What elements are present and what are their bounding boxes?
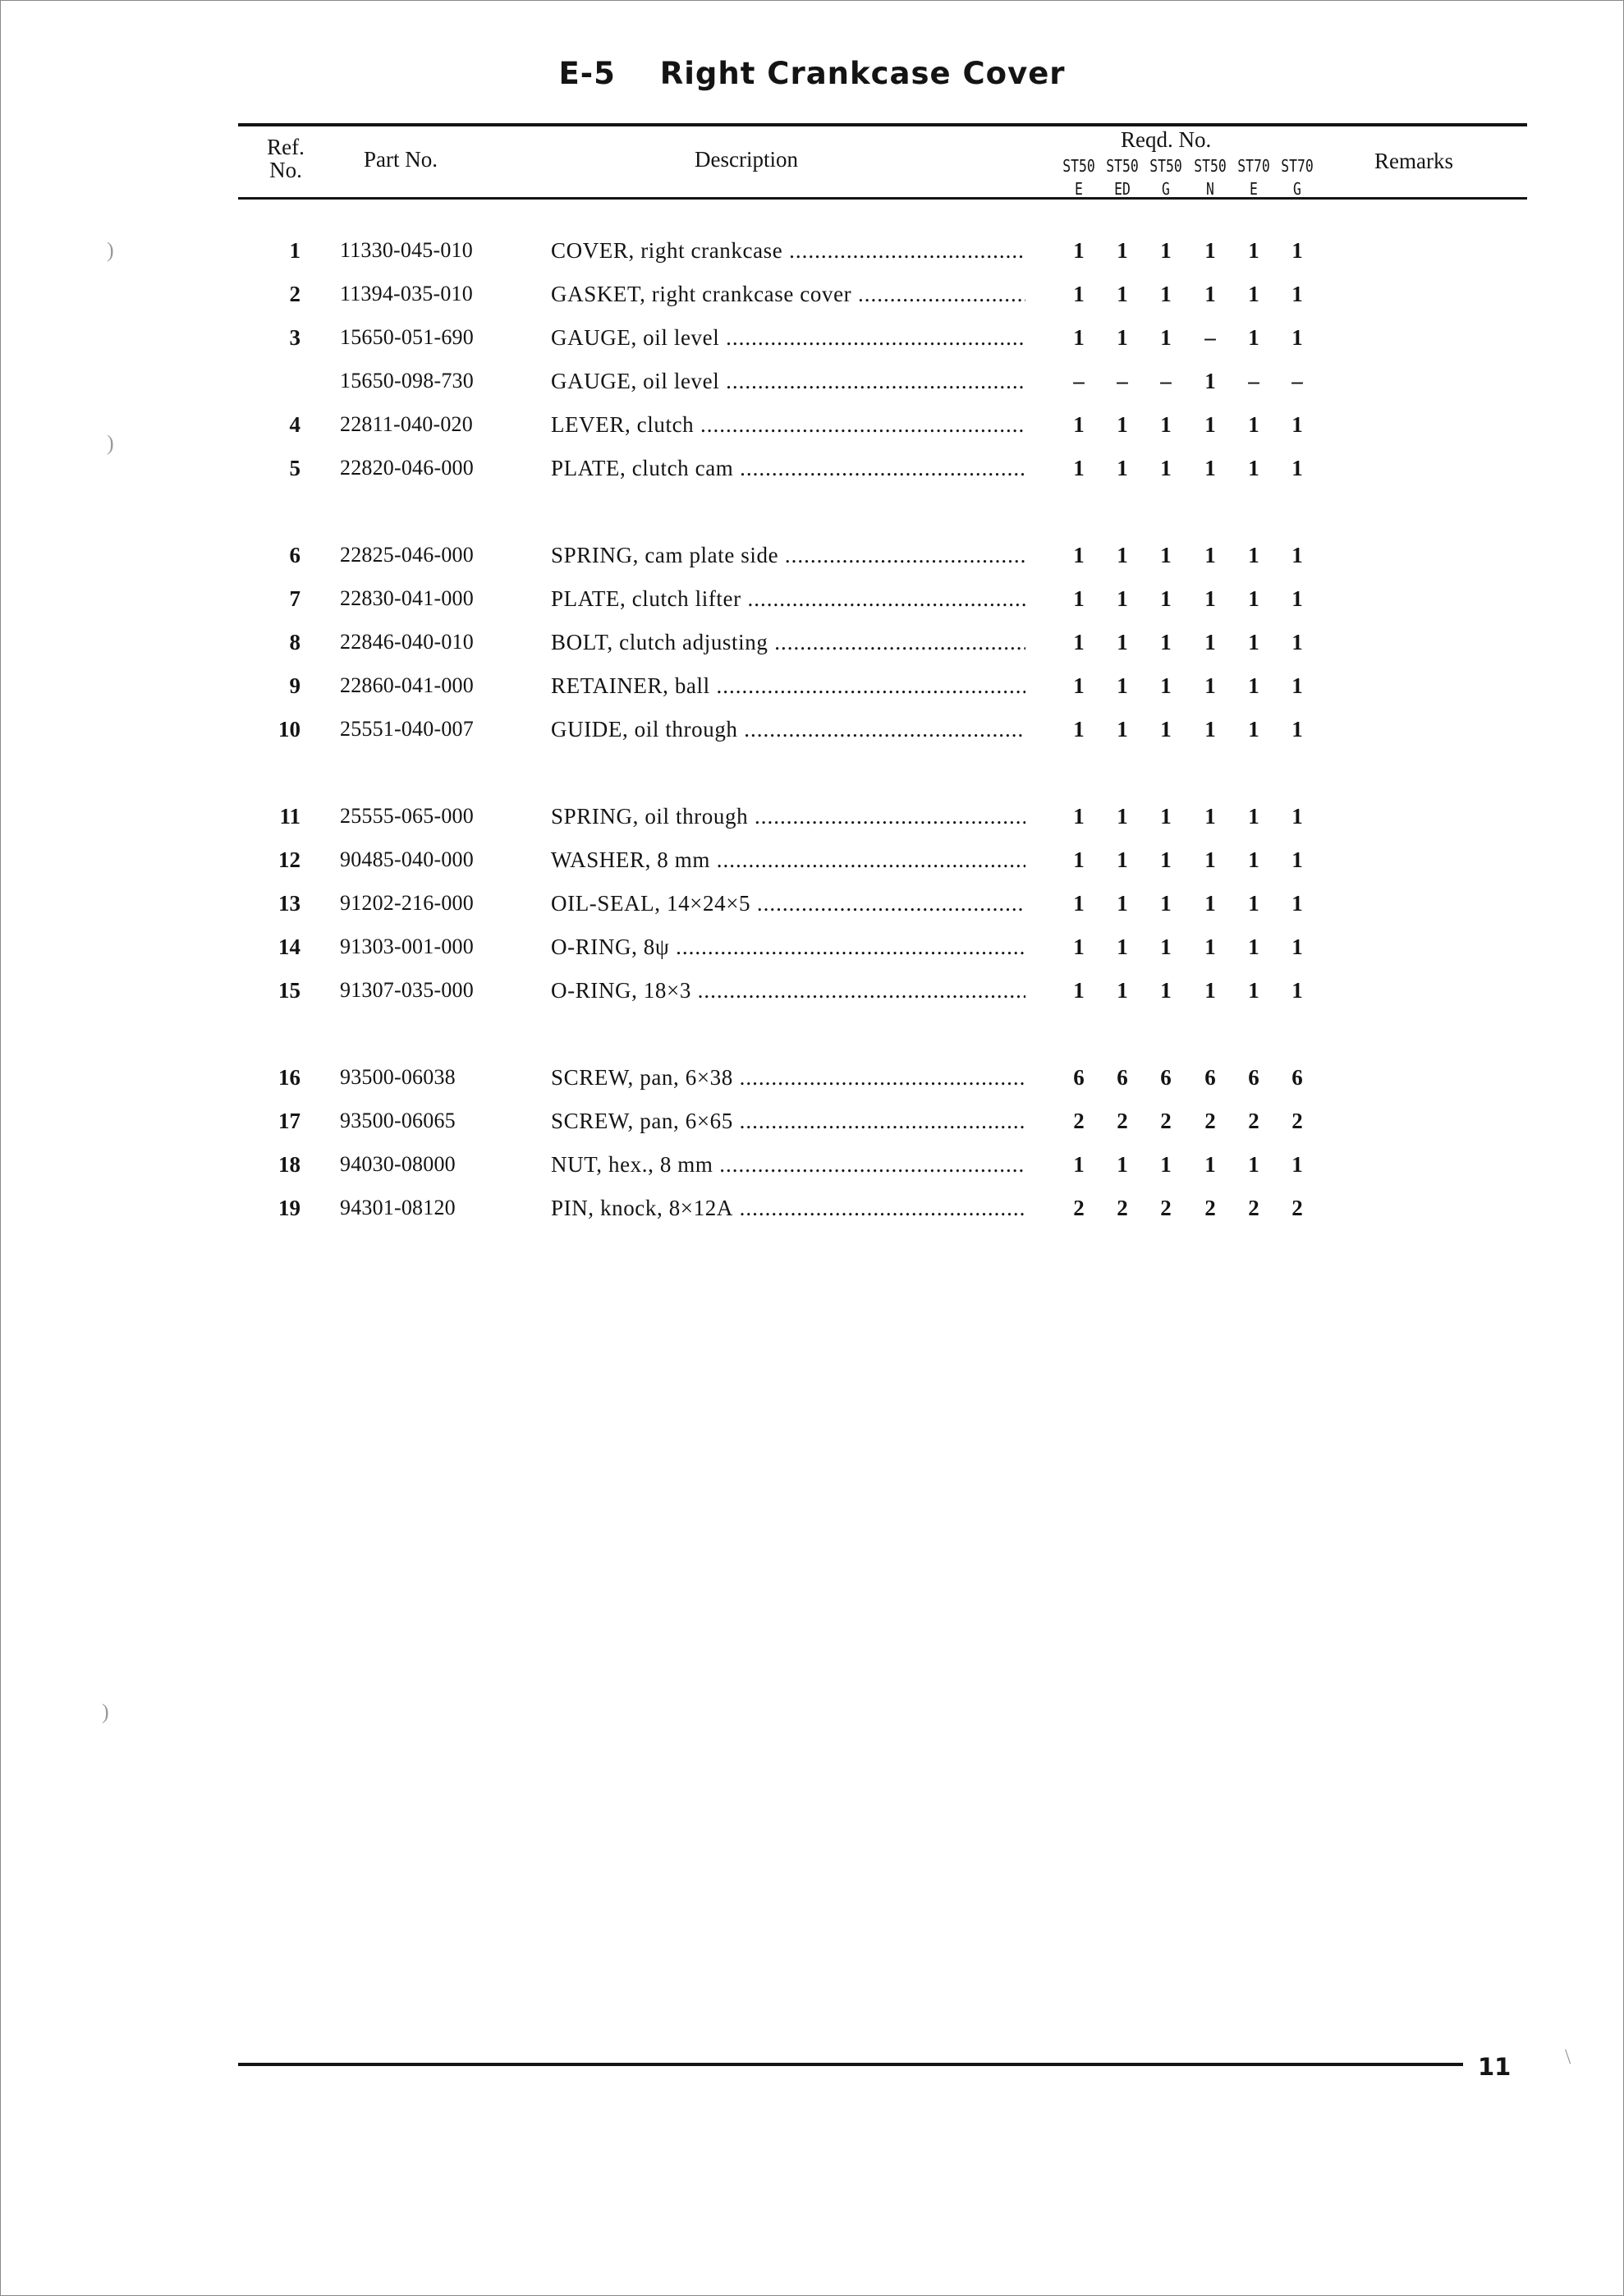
table-row <box>0 408 1624 441</box>
quantity: 1 <box>1204 238 1216 263</box>
quantity: 1 <box>1073 586 1085 611</box>
quantity: 1 <box>1117 717 1128 742</box>
quantity: 1 <box>1073 673 1085 698</box>
table-row <box>0 321 1624 354</box>
quantity: 1 <box>1117 804 1128 829</box>
quantity: 1 <box>1291 847 1303 872</box>
description: GUIDE, oil through ..... <box>551 713 1025 746</box>
part-no: 22820-046-000 <box>340 456 474 480</box>
quantity: 6 <box>1248 1065 1259 1090</box>
quantity: 1 <box>1204 978 1216 1003</box>
quantity: 1 <box>1073 1152 1085 1177</box>
table-row <box>0 234 1624 267</box>
quantity: 1 <box>1291 978 1303 1003</box>
quantity: 1 <box>1117 543 1128 567</box>
description: O-RING, 8ψ ..... <box>551 930 1025 963</box>
header-ref: Ref. No. <box>267 135 305 182</box>
quantity: – <box>1073 369 1085 393</box>
quantity: 6 <box>1160 1065 1172 1090</box>
table-row <box>0 887 1624 920</box>
table-row <box>0 1192 1624 1224</box>
ref-no: 17 <box>278 1109 300 1133</box>
quantity: 1 <box>1204 586 1216 611</box>
ref-no: 13 <box>278 891 300 916</box>
quantity: 6 <box>1291 1065 1303 1090</box>
quantity: 1 <box>1117 673 1128 698</box>
scan-mark: ) <box>107 431 114 455</box>
model-column-header: ST50 ED <box>1106 156 1139 199</box>
ref-no: 2 <box>289 282 300 306</box>
description: COVER, right crankcase ..... <box>551 234 1025 267</box>
quantity: 6 <box>1204 1065 1216 1090</box>
section-code: E-5 <box>558 56 616 91</box>
ref-no: 4 <box>289 412 300 437</box>
table-row <box>0 626 1624 659</box>
quantity: 1 <box>1160 412 1172 437</box>
model-column-header: ST50 G <box>1149 156 1182 199</box>
quantity: – <box>1160 369 1172 393</box>
quantity: 1 <box>1160 325 1172 350</box>
section-title: Right Crankcase Cover <box>659 56 1066 91</box>
description: GAUGE, oil level ..... <box>551 321 1025 354</box>
table-row <box>0 1148 1624 1181</box>
description: PIN, knock, 8×12A ..... <box>551 1192 1025 1224</box>
ref-no: 11 <box>279 804 300 829</box>
page-number: 11 <box>1478 2053 1512 2081</box>
table-row <box>0 713 1624 746</box>
part-no: 22846-040-010 <box>340 630 474 654</box>
ref-no: 12 <box>278 847 300 872</box>
quantity: 1 <box>1291 717 1303 742</box>
quantity: 1 <box>1073 978 1085 1003</box>
part-no: 91303-001-000 <box>340 934 474 958</box>
quantity: 1 <box>1204 717 1216 742</box>
ref-no: 5 <box>289 456 300 480</box>
quantity: 2 <box>1291 1196 1303 1220</box>
table-row <box>0 930 1624 963</box>
quantity: – <box>1117 369 1128 393</box>
header-bottom-rule <box>238 197 1527 200</box>
quantity: 2 <box>1248 1196 1259 1220</box>
quantity: 1 <box>1204 630 1216 654</box>
quantity: 1 <box>1248 891 1259 916</box>
part-no: 91202-216-000 <box>340 891 474 915</box>
quantity: 1 <box>1291 673 1303 698</box>
description: RETAINER, ball ..... <box>551 669 1025 702</box>
quantity: 1 <box>1160 456 1172 480</box>
part-no: 22830-041-000 <box>340 586 474 610</box>
quantity: 1 <box>1204 543 1216 567</box>
table-row <box>0 582 1624 615</box>
quantity: 2 <box>1117 1196 1128 1220</box>
description: PLATE, clutch cam ..... <box>551 452 1025 484</box>
quantity: – <box>1248 369 1259 393</box>
quantity: 1 <box>1204 369 1216 393</box>
description: OIL-SEAL, 14×24×5 ..... <box>551 887 1025 920</box>
quantity: 1 <box>1160 804 1172 829</box>
quantity: 1 <box>1248 630 1259 654</box>
description: LEVER, clutch ..... <box>551 408 1025 441</box>
part-no: 91307-035-000 <box>340 978 474 1002</box>
ref-no: 14 <box>278 934 300 959</box>
quantity: 1 <box>1073 543 1085 567</box>
quantity: 1 <box>1204 1152 1216 1177</box>
quantity: 1 <box>1204 282 1216 306</box>
quantity: 2 <box>1160 1196 1172 1220</box>
description: GASKET, right crankcase cover ..... <box>551 278 1025 310</box>
quantity: 1 <box>1160 673 1172 698</box>
quantity: 1 <box>1073 847 1085 872</box>
quantity: 1 <box>1248 456 1259 480</box>
quantity: 1 <box>1291 630 1303 654</box>
quantity: 1 <box>1073 934 1085 959</box>
quantity: 1 <box>1291 804 1303 829</box>
quantity: 1 <box>1117 891 1128 916</box>
ref-no: 19 <box>278 1196 300 1220</box>
quantity: 2 <box>1291 1109 1303 1133</box>
quantity: 1 <box>1248 847 1259 872</box>
description: SCREW, pan, 6×38 ..... <box>551 1061 1025 1094</box>
header-remarks: Remarks <box>1374 149 1453 173</box>
quantity: 1 <box>1248 412 1259 437</box>
quantity: 1 <box>1248 543 1259 567</box>
model-column-header: ST70 G <box>1281 156 1314 199</box>
quantity: 1 <box>1248 586 1259 611</box>
ref-no: 9 <box>289 673 300 698</box>
quantity: 2 <box>1117 1109 1128 1133</box>
part-no: 15650-051-690 <box>340 325 474 349</box>
scan-mark: ) <box>107 238 114 262</box>
description: SPRING, oil through ..... <box>551 800 1025 833</box>
quantity: 1 <box>1160 717 1172 742</box>
quantity: 1 <box>1117 456 1128 480</box>
ref-no: 6 <box>289 543 300 567</box>
quantity: 1 <box>1291 282 1303 306</box>
quantity: – <box>1291 369 1303 393</box>
quantity: 1 <box>1204 891 1216 916</box>
table-row <box>0 1104 1624 1137</box>
header-part-no: Part No. <box>364 147 438 172</box>
quantity: 1 <box>1073 238 1085 263</box>
part-no: 15650-098-730 <box>340 369 474 393</box>
quantity: 2 <box>1204 1196 1216 1220</box>
quantity: 1 <box>1204 804 1216 829</box>
table-row <box>0 365 1624 397</box>
table-row <box>0 1061 1624 1094</box>
quantity: 1 <box>1248 325 1259 350</box>
description: PLATE, clutch lifter ..... <box>551 582 1025 615</box>
quantity: 1 <box>1160 586 1172 611</box>
description: SCREW, pan, 6×65 ..... <box>551 1104 1025 1137</box>
part-no: 90485-040-000 <box>340 847 474 871</box>
description: NUT, hex., 8 mm ..... <box>551 1148 1025 1181</box>
quantity: 1 <box>1248 673 1259 698</box>
quantity: 2 <box>1204 1109 1216 1133</box>
quantity: – <box>1204 325 1216 350</box>
quantity: 1 <box>1117 847 1128 872</box>
scan-mark: ) <box>102 1700 109 1724</box>
ref-no: 7 <box>289 586 300 611</box>
ref-no: 8 <box>289 630 300 654</box>
quantity: 1 <box>1160 847 1172 872</box>
description: SPRING, cam plate side ..... <box>551 539 1025 572</box>
quantity: 1 <box>1073 282 1085 306</box>
quantity: 1 <box>1291 586 1303 611</box>
part-no: 93500-06038 <box>340 1065 456 1089</box>
quantity: 1 <box>1160 1152 1172 1177</box>
model-column-header: ST70 E <box>1237 156 1270 199</box>
quantity: 1 <box>1291 325 1303 350</box>
ref-no: 18 <box>278 1152 300 1177</box>
quantity: 1 <box>1160 238 1172 263</box>
quantity: 1 <box>1204 673 1216 698</box>
quantity: 1 <box>1248 934 1259 959</box>
quantity: 2 <box>1160 1109 1172 1133</box>
quantity: 1 <box>1291 891 1303 916</box>
scan-mark: \ <box>1565 2045 1571 2069</box>
part-no: 22860-041-000 <box>340 673 474 697</box>
quantity: 1 <box>1291 543 1303 567</box>
quantity: 1 <box>1291 1152 1303 1177</box>
table-row <box>0 539 1624 572</box>
ref-no: 16 <box>278 1065 300 1090</box>
part-no: 22825-046-000 <box>340 543 474 567</box>
quantity: 1 <box>1117 238 1128 263</box>
model-column-header: ST50 N <box>1194 156 1227 199</box>
table-row <box>0 669 1624 702</box>
quantity: 6 <box>1117 1065 1128 1090</box>
quantity: 1 <box>1117 282 1128 306</box>
quantity: 1 <box>1117 978 1128 1003</box>
quantity: 1 <box>1248 717 1259 742</box>
quantity: 1 <box>1160 282 1172 306</box>
quantity: 1 <box>1073 412 1085 437</box>
part-no: 25551-040-007 <box>340 717 474 741</box>
quantity: 1 <box>1160 978 1172 1003</box>
part-no: 94301-08120 <box>340 1196 456 1219</box>
ref-no: 10 <box>278 717 300 742</box>
quantity: 1 <box>1117 1152 1128 1177</box>
footer-rule <box>238 2063 1463 2066</box>
quantity: 2 <box>1073 1109 1085 1133</box>
page-title <box>0 56 1624 91</box>
quantity: 1 <box>1073 717 1085 742</box>
quantity: 1 <box>1248 282 1259 306</box>
ref-no: 15 <box>278 978 300 1003</box>
quantity: 1 <box>1117 412 1128 437</box>
description: WASHER, 8 mm ..... <box>551 843 1025 876</box>
quantity: 1 <box>1073 891 1085 916</box>
header-description: Description <box>695 147 798 172</box>
quantity: 1 <box>1117 586 1128 611</box>
header-top-rule <box>238 123 1527 126</box>
model-column-header: ST50 E <box>1062 156 1095 199</box>
quantity: 1 <box>1204 456 1216 480</box>
ref-no: 1 <box>289 238 300 263</box>
quantity: 1 <box>1117 934 1128 959</box>
table-row <box>0 974 1624 1007</box>
quantity: 1 <box>1160 891 1172 916</box>
part-no: 25555-065-000 <box>340 804 474 828</box>
part-no: 11394-035-010 <box>340 282 473 305</box>
quantity: 1 <box>1160 543 1172 567</box>
part-no: 94030-08000 <box>340 1152 456 1176</box>
quantity: 1 <box>1073 630 1085 654</box>
quantity: 1 <box>1248 804 1259 829</box>
quantity: 1 <box>1248 978 1259 1003</box>
description: O-RING, 18×3 ..... <box>551 974 1025 1007</box>
quantity: 1 <box>1291 456 1303 480</box>
quantity: 1 <box>1248 238 1259 263</box>
quantity: 1 <box>1291 934 1303 959</box>
quantity: 1 <box>1073 325 1085 350</box>
quantity: 2 <box>1073 1196 1085 1220</box>
quantity: 1 <box>1160 934 1172 959</box>
quantity: 2 <box>1248 1109 1259 1133</box>
quantity: 1 <box>1204 412 1216 437</box>
quantity: 1 <box>1291 238 1303 263</box>
table-row <box>0 800 1624 833</box>
part-no: 22811-040-020 <box>340 412 473 436</box>
quantity: 6 <box>1073 1065 1085 1090</box>
quantity: 1 <box>1291 412 1303 437</box>
quantity: 1 <box>1248 1152 1259 1177</box>
quantity: 1 <box>1117 325 1128 350</box>
table-row <box>0 843 1624 876</box>
quantity: 1 <box>1073 804 1085 829</box>
table-row <box>0 452 1624 484</box>
quantity: 1 <box>1204 934 1216 959</box>
header-reqd-no: Reqd. No. <box>1121 127 1212 152</box>
description: BOLT, clutch adjusting ..... <box>551 626 1025 659</box>
part-no: 93500-06065 <box>340 1109 456 1132</box>
quantity: 1 <box>1160 630 1172 654</box>
quantity: 1 <box>1073 456 1085 480</box>
quantity: 1 <box>1204 847 1216 872</box>
ref-no: 3 <box>289 325 300 350</box>
part-no: 11330-045-010 <box>340 238 473 262</box>
description: GAUGE, oil level ..... <box>551 365 1025 397</box>
table-row <box>0 278 1624 310</box>
quantity: 1 <box>1117 630 1128 654</box>
